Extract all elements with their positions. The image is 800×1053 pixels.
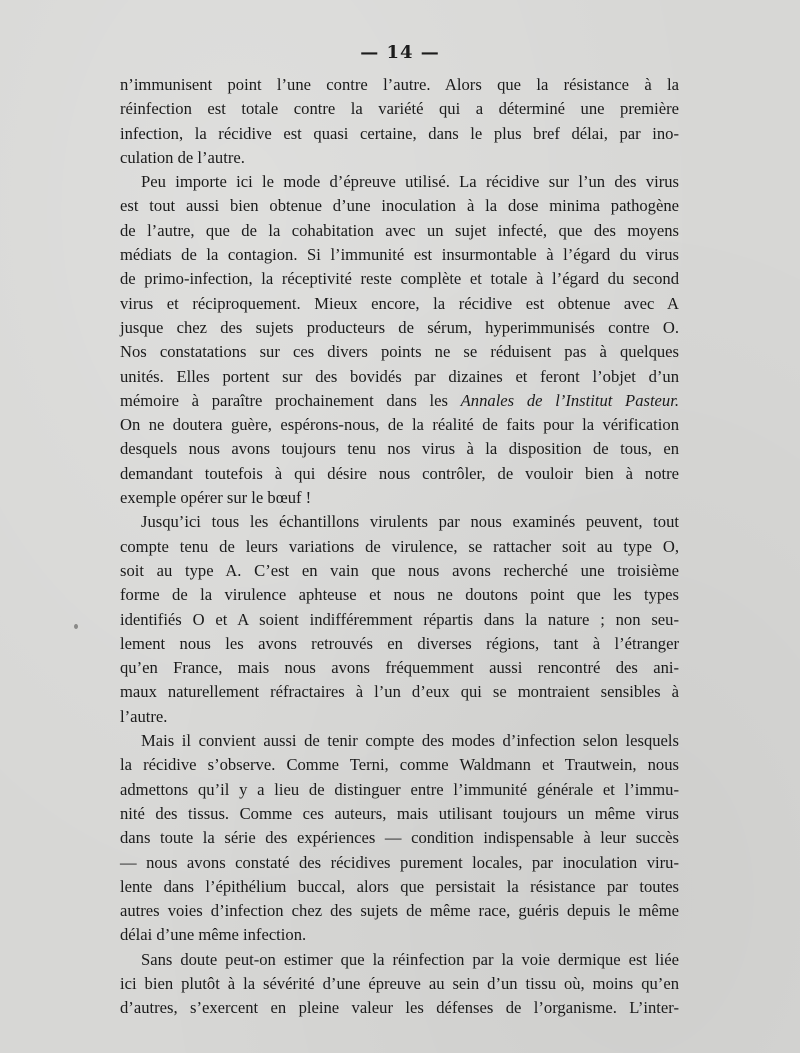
text-line: Jusqu’ici tous les échantillons virulents par nous examinés peuvent, tout	[141, 512, 679, 532]
text-line: nité des tissus. Comme ces auteurs, mais utilisant toujours un même virus	[120, 803, 679, 823]
text-line: médiats de la contagion. Si l’immunité est insurmontable à l’égard du virus	[120, 245, 679, 265]
journal-line-prefix: mémoire à paraître prochainement dans les	[120, 390, 461, 410]
text-line: — nous avons constaté des récidives purement locales, par inoculation viru-	[120, 852, 679, 872]
text-line: soit au type A. C’est en vain que nous avons recherché une troisième	[120, 560, 679, 580]
text-line: la récidive s’observe. Comme Terni, comme Waldmann et Trautwein, nous	[120, 755, 679, 775]
paragraph-2	[120, 170, 679, 510]
text-line: lente dans l’épithélium buccal, alors que persistait la résistance par toutes	[120, 876, 679, 896]
text-line: unités. Elles portent sur des bovidés par dizaines et feront l’objet d’un	[120, 366, 679, 386]
text-line: ici bien plutôt à la sévérité d’une épreuve au sein d’un tissu où, moins qu’en	[120, 973, 679, 993]
text-line: réinfection est totale contre la variété qui a déterminé une première	[120, 99, 679, 119]
paragraph-3	[120, 510, 679, 729]
paragraph-4	[120, 729, 679, 948]
paper-speck	[74, 624, 78, 629]
text-line: dans toute la série des expériences — condition indispensable à leur succès	[120, 828, 679, 848]
text-line: autres voies d’infection chez des sujets de même race, guéris depuis le même	[120, 901, 679, 921]
body-text	[120, 73, 679, 1021]
text-line: de l’autre, que de la cohabitation avec un sujet infecté, que des moyens	[120, 220, 679, 240]
text-line: est tout aussi bien obtenue d’une inoculation à la dose minima pathogène	[120, 196, 679, 216]
text-line: culation de l’autre.	[120, 147, 245, 167]
text-line: Nos constatations sur ces divers points ne se réduisent pas à quelques	[120, 342, 679, 362]
text-line: On ne doutera guère, espérons-nous, de la réalité de faits pour la vérification	[120, 415, 679, 435]
text-line: infection, la récidive est quasi certaine, dans le plus bref délai, par ino-	[120, 123, 679, 143]
text-line: demandant toutefois à qui désire nous contrôler, de vouloir bien à notre	[120, 463, 679, 483]
journal-name: Annales de l’Institut Pasteur.	[460, 390, 679, 410]
page-number: — 14 —	[360, 42, 440, 63]
text-line: d’autres, s’exercent en pleine valeur les défenses de l’organisme. L’inter-	[120, 998, 679, 1018]
text-line: admettons qu’il y a lieu de distinguer entre l’immunité générale et l’immu-	[120, 779, 679, 799]
text-line: n’immunisent point l’une contre l’autre. Alors que la résistance à la	[120, 75, 679, 94]
text-line: l’autre.	[120, 706, 168, 726]
text-line-journal	[120, 389, 679, 413]
text-line: lement nous les avons retrouvés en diverses régions, tant à l’étranger	[120, 633, 679, 653]
text-line: Sans doute peut-on estimer que la réinfection par la voie dermique est liée	[141, 949, 679, 969]
text-line: exemple opérer sur le bœuf !	[120, 488, 312, 508]
text-line: Mais il convient aussi de tenir compte des modes d’infection selon lesquels	[141, 731, 679, 751]
text-line: délai d’une même infection.	[120, 925, 307, 945]
text-line: virus et réciproquement. Mieux encore, la récidive est obtenue avec A	[120, 293, 679, 313]
text-line: maux naturellement réfractaires à l’un d’eux qui se montraient sensibles à	[120, 682, 679, 702]
paragraph-5	[120, 948, 679, 1021]
text-line: desquels nous avons toujours tenu nos virus à la disposition de tous, en	[120, 439, 679, 459]
text-line: forme de la virulence aphteuse et nous ne doutons point que les types	[120, 585, 679, 605]
text-line: identifiés O et A soient indifféremment répartis dans la nature ; non seu-	[120, 609, 679, 629]
text-line: Peu importe ici le mode d’épreuve utilisé. La récidive sur l’un des virus	[141, 172, 679, 192]
text-line: compte tenu de leurs variations de virulence, se rattacher soit au type O,	[120, 536, 679, 556]
text-line: jusque chez des sujets producteurs de sérum, hyperimmunisés contre O.	[120, 317, 679, 337]
text-line: qu’en France, mais nous avons fréquemment aussi rencontré des ani-	[120, 658, 679, 678]
paragraph-1	[120, 73, 679, 170]
text-line: de primo-infection, la réceptivité reste complète et totale à l’égard du second	[120, 269, 679, 289]
